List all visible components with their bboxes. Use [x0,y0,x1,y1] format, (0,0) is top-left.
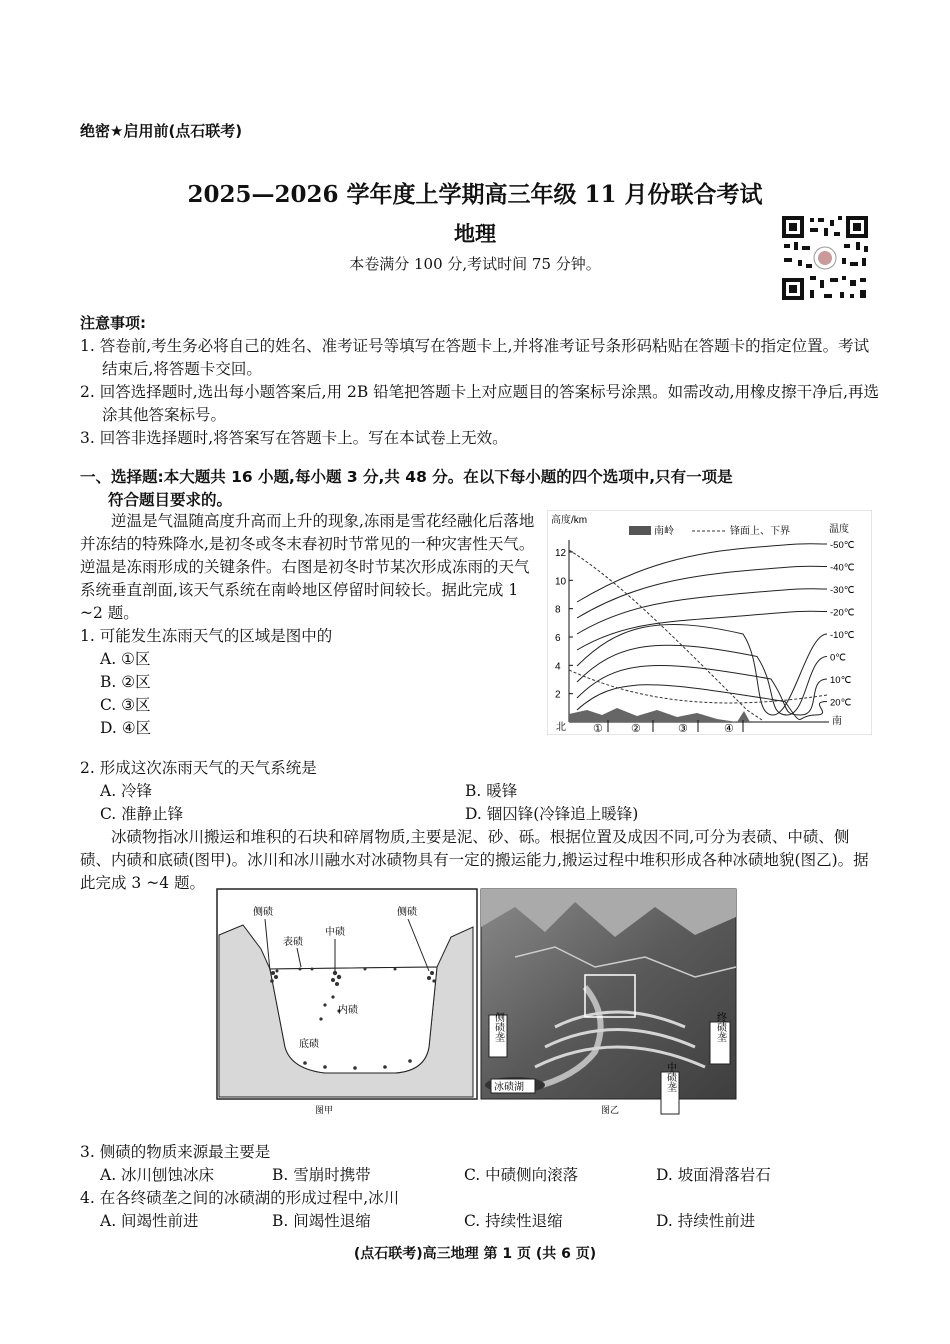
isotherm-label: -50℃ [830,540,855,551]
label-medial-ridge: 中碛垄 [664,1062,676,1092]
q2-option-b[interactable]: B. 暖锋 [465,782,518,800]
label-basal: 底碛 [299,1039,319,1050]
y-tick-label: 2 [555,689,561,701]
q4-option-d[interactable]: D. 持续性前进 [656,1212,756,1230]
q4-stem: 4. 在各终碛垄之间的冰碛湖的形成过程中,冰川 [80,1189,400,1207]
q1-stem: 1. 可能发生冻雨天气的区域是图中的 [80,627,333,645]
isotherm-label: -40℃ [830,562,855,574]
label-lateral-1: 侧碛 [253,907,273,918]
q2-stem: 2. 形成这次冻雨天气的天气系统是 [80,759,317,777]
q1-option-a[interactable]: A. ①区 [100,650,151,668]
q1-option-d[interactable]: D. ④区 [100,719,152,737]
zone-2: ② [631,722,641,735]
label-terminal-ridge: 终碛垄 [714,1012,726,1042]
legend-swatch-nanling [629,526,651,535]
page-footer: (点石联考)高三地理 第 1 页 (共 6 页) [353,1246,597,1262]
q3-option-c[interactable]: C. 中碛侧向滚落 [464,1166,579,1184]
note-item: 2. 回答选择题时,选出每小题答案后,用 2B 铅笔把答题卡上对应题目的答案标号涂黑。如需改动,用橡皮擦干净后,再选涂其他答案标号。 [80,383,880,424]
q2-option-a[interactable]: A. 冷锋 [100,782,153,800]
question-block-1-2 [80,510,535,740]
question-block-3-4 [80,1141,880,1233]
passage-freezing-rain: 逆温是气温随高度升高而上升的现象,冻雨是雪花经融化后落地并冻结的特殊降水,是初冬或冬末春初时节常见的一种灾害性天气。逆温是冻雨形成的关键条件。右图是初冬时节某次形成冻雨的天气系统垂直剖面,该天气系统在南岭地区停留时间较长。据此完成 1 ~2 题。 [80,512,535,622]
isotherm-label: 0℃ [830,652,846,664]
legend-front-bounds: 锋面上、下界 [730,526,790,537]
isotherm-label: -10℃ [830,630,855,641]
label-south: 南 [832,716,842,727]
label-surface: 表碛 [283,937,303,948]
isotherm-label: 10℃ [830,675,852,686]
q4-option-a[interactable]: A. 间竭性前进 [100,1212,199,1230]
label-englacial: 内碛 [338,1005,358,1016]
note-item: 1. 答卷前,考生务必将自己的姓名、准考证号等填写在答题卡上,并将准考证号条形码粘贴在答题卡的指定位置。考试结束后,将答题卡交回。 [80,337,870,378]
figure-yi-caption: 图乙 [601,1105,620,1115]
glacier-body [270,967,437,1073]
q2-option-c[interactable]: C. 准静止锋 [100,805,184,823]
label-north: 北 [556,722,566,733]
front-cross-section-chart [547,510,872,735]
moraine-figure [215,887,738,1119]
qr-code-icon [780,214,870,302]
q1-option-b[interactable]: B. ②区 [100,673,151,691]
subject-title: 地理 [454,221,496,246]
exam-title: 2025—2026 学年度上学期高三年级 11 月份联合考试 [187,181,763,208]
passage-moraine: 冰碛物指冰川搬运和堆积的石块和碎屑物质,主要是泥、砂、砾。根据位置及成因不同,可分为表碛、中碛、侧碛、内碛和底碛(图甲)。冰川和冰川融水对冰碛物具有一定的搬运能力,搬运过程中堆积形成各种冰碛地貌(图乙)。据此完成 3 ~4 题。 [80,828,869,892]
y-tick-label: 10 [555,576,567,588]
chart-temp-label: 温度 [829,524,849,535]
q3-stem: 3. 侧碛的物质来源最主要是 [80,1143,271,1161]
isotherm-label: -20℃ [830,607,855,619]
label-lateral-2: 侧碛 [397,907,417,918]
q2-option-d[interactable]: D. 锢囚锋(冷锋追上暖锋) [465,805,639,823]
isotherm-label: -30℃ [830,585,855,596]
q3-option-d[interactable]: D. 坡面滑落岩石 [656,1166,771,1184]
section-heading [80,466,880,512]
chart-ylabel: 高度/km [551,515,588,526]
q3-option-a[interactable]: A. 冰川刨蚀冰床 [100,1166,215,1184]
notes-block [80,312,880,450]
question-block-2 [80,757,880,895]
label-lateral-ridge: 侧碛垄 [492,1012,504,1042]
q1-option-c[interactable]: C. ③区 [100,696,151,714]
isotherm-label: 20℃ [830,697,852,709]
section-line-2: 符合题目要求的。 [108,491,233,509]
zone-1: ① [593,722,603,735]
q3-option-b[interactable]: B. 雪崩时携带 [272,1166,371,1184]
label-medial: 中碛 [325,927,345,938]
y-tick-label: 4 [555,661,561,673]
notes-heading: 注意事项: [80,314,146,332]
figure-jia-caption: 图甲 [315,1105,334,1115]
y-tick-label: 8 [555,604,561,616]
zone-3: ③ [678,722,688,735]
zone-4: ④ [724,722,734,735]
q4-option-c[interactable]: C. 持续性退缩 [464,1212,563,1230]
confidential-label: 绝密★启用前(点石联考) [80,122,243,140]
legend-nanling: 南岭 [654,526,674,537]
y-tick-label: 12 [555,548,567,559]
note-item: 3. 回答非选择题时,将答案写在答题卡上。写在本试卷上无效。 [80,429,508,447]
score-time: 本卷满分 100 分,考试时间 75 分钟。 [349,255,601,273]
q4-option-b[interactable]: B. 间竭性退缩 [272,1212,371,1230]
label-moraine-lake: 冰碛湖 [494,1082,524,1093]
section-line-1: 一、选择题:本大题共 16 小题,每小题 3 分,共 48 分。在以下每小题的四个选项中,只有一项是 [80,468,733,486]
y-tick-label: 6 [555,633,561,644]
